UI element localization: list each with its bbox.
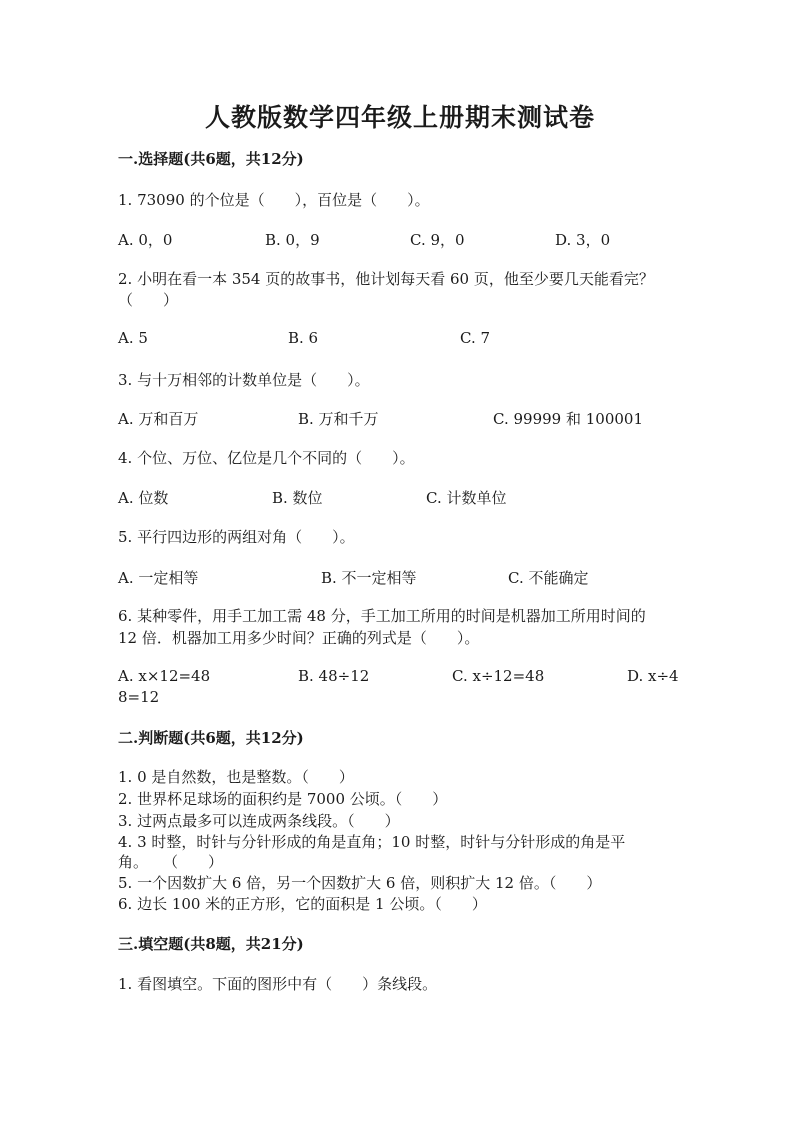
question-1-1: 1. 73090 的个位是（ ），百位是（ ）。: [118, 191, 430, 209]
q1-6-option-a: A. x×12=48: [118, 667, 211, 685]
q1-5-option-c: C. 不能确定: [508, 569, 589, 587]
q1-6-option-d-wrap: 8=12: [118, 688, 160, 706]
section-3-heading: 三.填空题(共8题，共21分): [118, 935, 304, 953]
judge-line-1: 1. 0 是自然数，也是整数。（ ）: [118, 768, 354, 786]
q1-4-option-a: A. 位数: [118, 489, 169, 507]
question-1-3: 3. 与十万相邻的计数单位是（ ）。: [118, 371, 370, 389]
q1-4-option-b: B. 数位: [272, 489, 323, 507]
q1-3-option-b: B. 万和千万: [298, 410, 379, 428]
q1-5-option-b: B. 不一定相等: [321, 569, 417, 587]
judge-line-4-cont: 角。 （ ）: [118, 853, 224, 871]
question-1-4: 4. 个位、万位、亿位是几个不同的（ ）。: [118, 449, 415, 467]
question-1-2: 2. 小明在看一本 354 页的故事书，他计划每天看 60 页，他至少要几天能看完？: [118, 270, 654, 288]
q1-1-option-b: B. 0，9: [265, 231, 320, 249]
q1-1-option-c: C. 9，0: [410, 231, 465, 249]
q1-6-option-d: D. x÷4: [627, 667, 679, 685]
q1-4-option-c: C. 计数单位: [426, 489, 507, 507]
fill-question-1: 1. 看图填空。下面的图形中有（ ）条线段。: [118, 975, 438, 993]
question-1-5: 5. 平行四边形的两组对角（ ）。: [118, 528, 355, 546]
question-1-2-blank: （ ）: [118, 291, 179, 309]
judge-line-5: 5. 一个因数扩大 6 倍，另一个因数扩大 6 倍，则积扩大 12 倍。（ ）: [118, 874, 602, 892]
judge-line-4: 4. 3 时整，时针与分针形成的角是直角；10 时整，时针与分针形成的角是平: [118, 833, 626, 851]
q1-3-option-c: C. 99999 和 100001: [493, 410, 643, 428]
q1-2-option-a: A. 5: [118, 329, 148, 347]
section-1-heading: 一.选择题(共6题，共12分): [118, 150, 304, 168]
q1-1-option-a: A. 0，0: [118, 231, 173, 249]
q1-5-option-a: A. 一定相等: [118, 569, 199, 587]
question-1-6-cont: 12 倍．机器加工用多少时间？正确的列式是（ ）。: [118, 629, 480, 647]
question-1-6: 6. 某种零件，用手工加工需 48 分，手工加工所用的时间是机器加工所用时间的: [118, 607, 646, 625]
q1-2-option-b: B. 6: [288, 329, 319, 347]
q1-3-option-a: A. 万和百万: [118, 410, 199, 428]
judge-line-6: 6. 边长 100 米的正方形，它的面积是 1 公顷。（ ）: [118, 895, 487, 913]
page-title: 人教版数学四年级上册期末测试卷: [204, 103, 595, 132]
judge-line-3: 3. 过两点最多可以连成两条线段。（ ）: [118, 812, 400, 830]
q1-6-option-b: B. 48÷12: [298, 667, 370, 685]
q1-2-option-c: C. 7: [460, 329, 491, 347]
section-2-heading: 二.判断题(共6题，共12分): [118, 729, 304, 747]
q1-6-option-c: C. x÷12=48: [452, 667, 545, 685]
judge-line-2: 2. 世界杯足球场的面积约是 7000 公顷。（ ）: [118, 790, 448, 808]
q1-1-option-d: D. 3，0: [555, 231, 611, 249]
